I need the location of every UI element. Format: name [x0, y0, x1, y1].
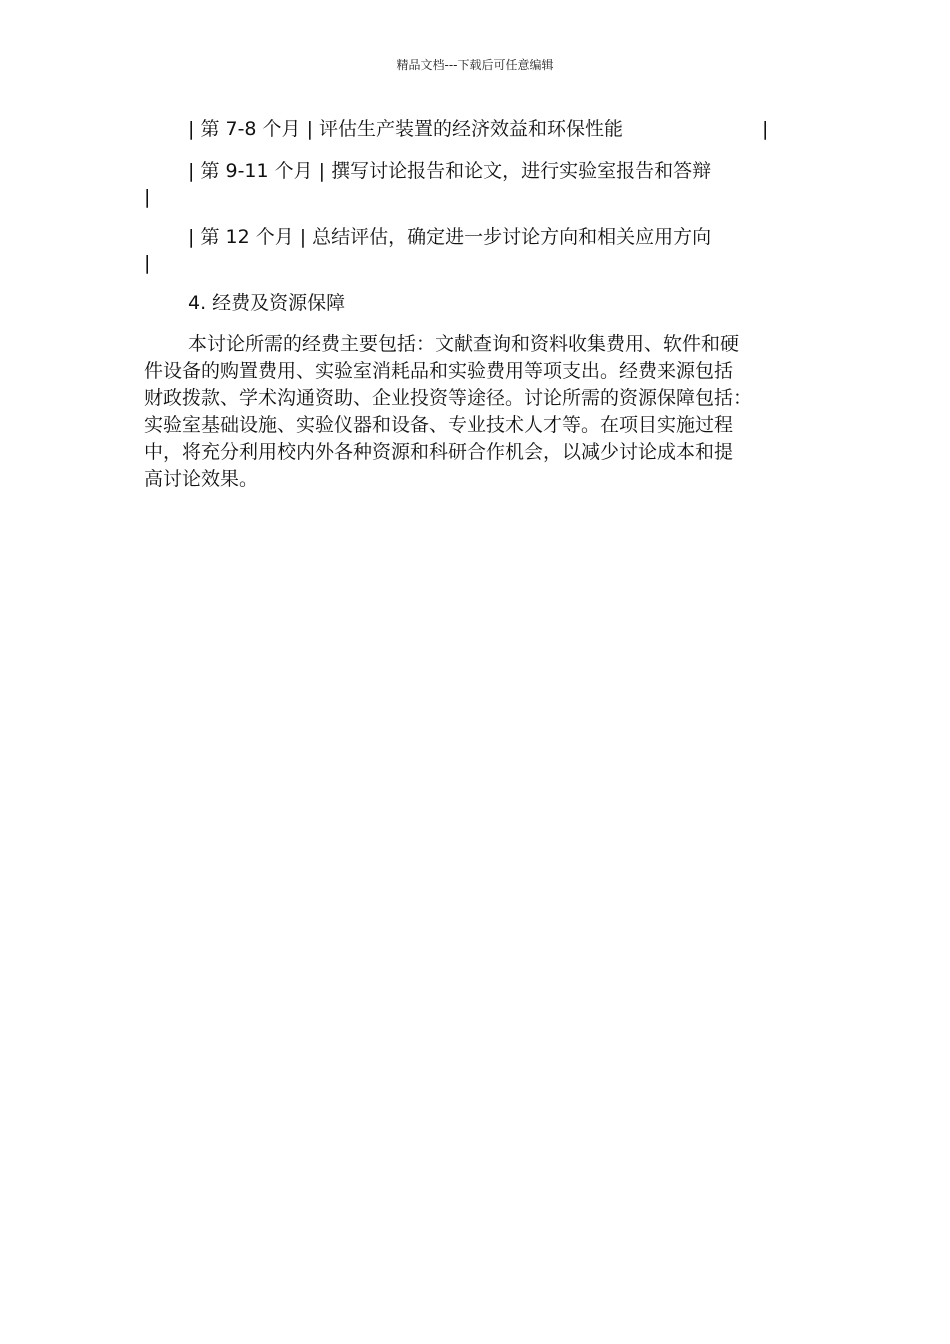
schedule-row-tail: | [144, 186, 151, 208]
schedule-row: | 第 9-11 个月 | 撰写讨论报告和论文，进行实验室报告和答辩 [188, 160, 712, 182]
paragraph-line: 中，将充分利用校内外各种资源和科研合作机会，以减少讨论成本和提 [144, 441, 734, 463]
schedule-row-tail: | [762, 118, 769, 140]
paragraph-line: 件设备的购置费用、实验室消耗品和实验费用等项支出。经费来源包括 [144, 360, 734, 382]
schedule-row-tail: | [144, 252, 151, 274]
schedule-row: | 第 7-8 个月 | 评估生产装置的经济效益和环保性能 [188, 118, 624, 140]
paragraph-line: 本讨论所需的经费主要包括：文献查询和资料收集费用、软件和硬 [188, 333, 740, 355]
paragraph-line: 实验室基础设施、实验仪器和设备、专业技术人才等。在项目实施过程 [144, 414, 734, 436]
paragraph-line: 高讨论效果。 [144, 468, 259, 490]
page-header: 精品文档---下载后可任意编辑 [396, 58, 554, 72]
schedule-row: | 第 12 个月 | 总结评估，确定进一步讨论方向和相关应用方向 [188, 226, 712, 248]
section-heading: 4. 经费及资源保障 [188, 292, 346, 314]
section-paragraph [144, 331, 804, 493]
paragraph-line: 财政拨款、学术沟通资助、企业投资等途径。讨论所需的资源保障包括： [144, 387, 753, 409]
